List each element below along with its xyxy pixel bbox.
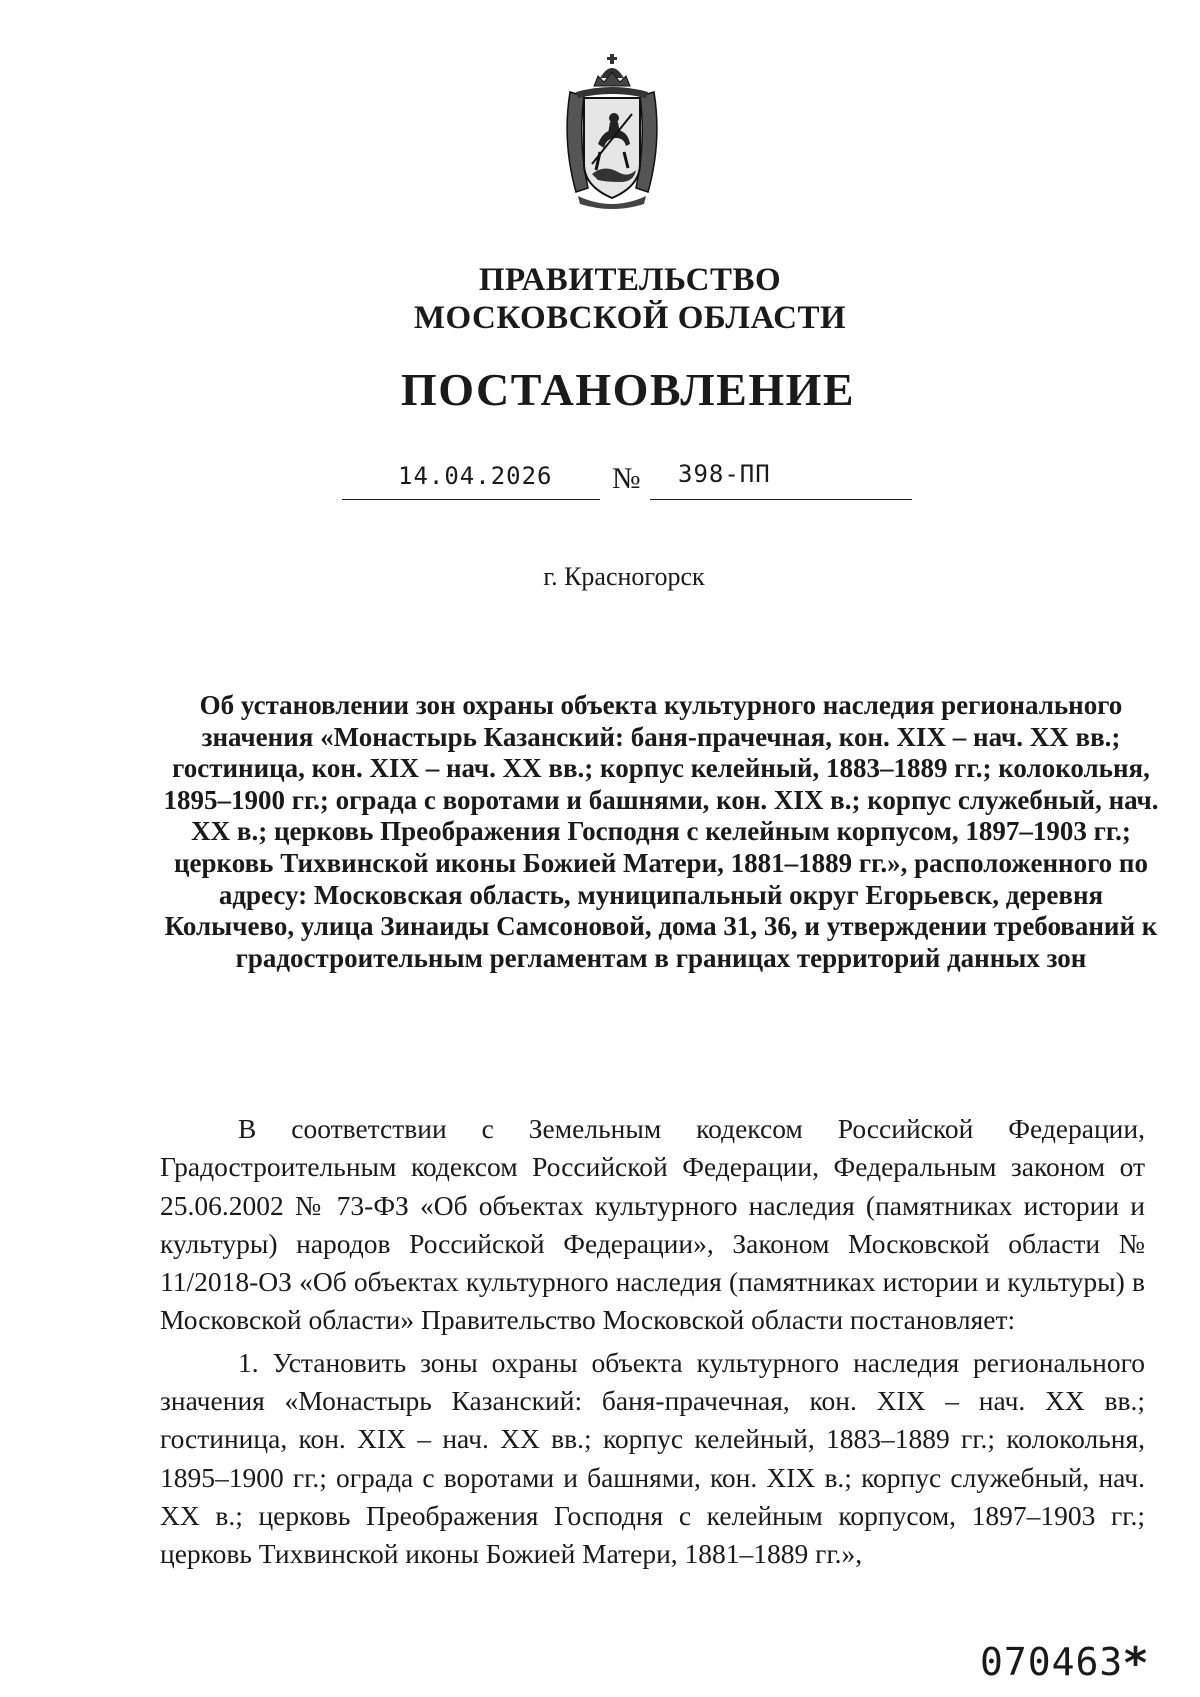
serial-number: 070463: [980, 1640, 1124, 1684]
city: г. Красногорск: [543, 562, 705, 591]
document-number: 398-ПП: [678, 460, 771, 488]
coat-of-arms-icon: [558, 52, 666, 212]
item-1-paragraph: 1. Установить зоны охраны объекта культурного наследия регионального значения «Монастырь Казанский: баня-прачечная, кон. XIX – нач. XX вв.; гостиница, кон. XIX – нач. XX вв.; корпус келейный, 1883–1889 гг.; колокольня, 1895–1900 гг.; ограда с воротами и башнями, кон. XIX в.; корпус служебный, нач. XX в.; церковь Преображения Господня с келейным корпусом, 1897–1903 гг.; церковь Тихвинской иконы Божией Матери, 1881–1889 гг.»,: [160, 1346, 1145, 1570]
government-title-line1: ПРАВИТЕЛЬСТВО: [478, 262, 782, 298]
document-type: ПОСТАНОВЛЕНИЕ: [400, 364, 856, 415]
preamble-paragraph: В соответствии с Земельным кодексом Российской Федерации, Градостроительным кодексом Российской Федерации, Федеральным законом от 25.06.2002 № 73-ФЗ «Об объектах культурного наследия (памятниках истории и культуры) народов Российской Федерации», Законом Московской области № 11/2018-ОЗ «Об объектах культурного наследия (памятниках истории и культуры) в Московской области» Правительство Московской области постановляет:: [160, 1113, 1145, 1336]
serial-mark: *: [1124, 1638, 1148, 1689]
number-underline: [650, 499, 912, 500]
document-subject: Об установлении зон охраны объекта культурного наследия регионального значения «Монастырь Казанский: баня-прачечная, кон. XIX – нач. XX вв.; гостиница, кон. XIX – нач. XX вв.; корпус келейный, 1883–1889 гг.; колокольня, 1895–1900 гг.; ограда с воротами и башнями, кон. XIX в.; корпус служебный, нач. XX в.; церковь Преображения Господня с келейным корпусом, 1897–1903 гг.; церковь Тихвинской иконы Божией Матери, 1881–1889 гг.», расположенного по адресу: Московская область, муниципальный округ Егорьевск, деревня Колычево, улица Зинаиды Самсоновой, дома 31, 36, и утверждении требований к градостроительным регламентам в границах территорий данных зон: [163, 690, 1159, 973]
number-sign: №: [612, 462, 641, 495]
government-title-line2: МОСКОВСКОЙ ОБЛАСТИ: [413, 300, 847, 336]
document-body: [160, 1110, 1145, 1574]
document-date: 14.04.2026: [398, 462, 553, 490]
date-underline: [342, 499, 600, 500]
